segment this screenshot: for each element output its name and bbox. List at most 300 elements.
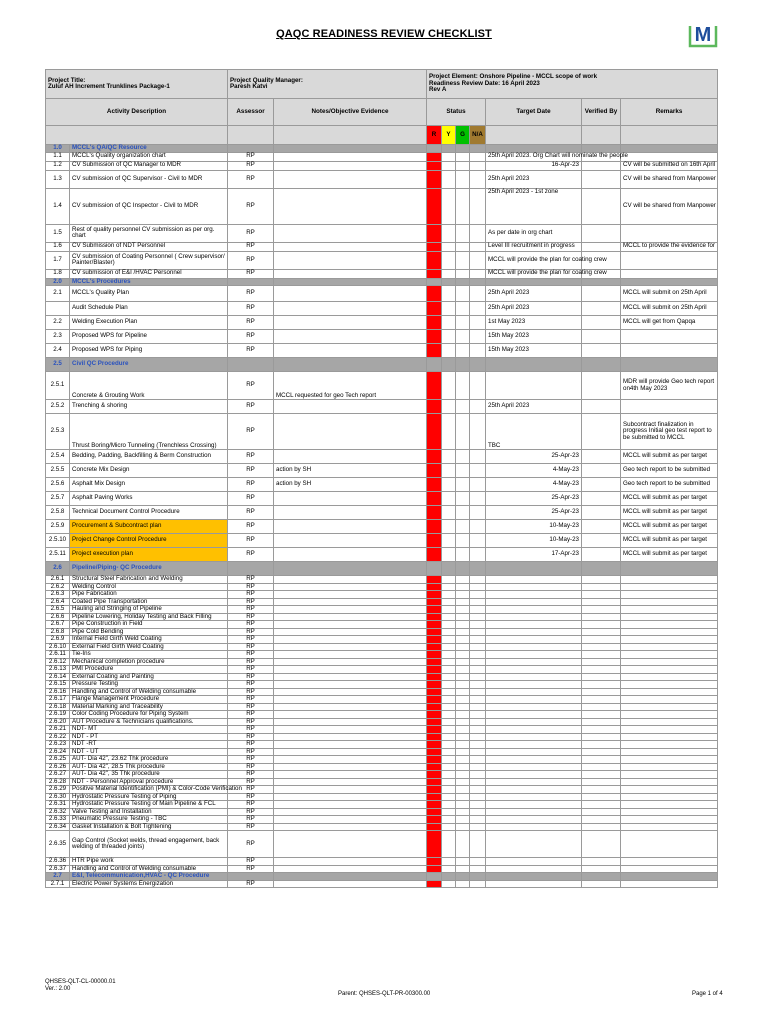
objective-evidence [274,152,427,161]
assessor: RP [228,492,274,506]
item-number: 2.6.1 [46,576,70,584]
mccl-logo-icon [688,22,718,48]
status-green-cell [456,316,470,330]
checklist-row [46,372,718,400]
section-status-cell [427,873,442,881]
objective-evidence [274,161,427,170]
objective-evidence [274,793,427,801]
status-red-cell [427,778,442,786]
item-number: 2.7.1 [46,880,70,888]
verified-by [582,643,621,651]
assessor: RP [228,464,274,478]
status-na-cell [470,400,486,414]
checklist-row [46,711,718,719]
target-date [486,823,582,831]
objective-evidence [274,628,427,636]
activity-description: Asphalt Paving Works [70,492,228,506]
activity-description: Pneumatic Pressure Testing - TBC [70,816,228,824]
remarks: MCCL will submit as per target [621,506,718,520]
activity-description: Mechanical completion procedure [70,658,228,666]
section-title: MCCL's Procedures [70,278,228,286]
item-number: 2.6.13 [46,666,70,674]
objective-evidence [274,658,427,666]
section-assessor-cell [228,873,274,881]
status-na-cell [470,696,486,704]
assessor: RP [228,880,274,888]
status-green-cell [456,831,470,858]
checklist-row [46,170,718,188]
objective-evidence [274,718,427,726]
remarks [621,786,718,794]
target-date [486,748,582,756]
status-green-cell [456,621,470,629]
objective-evidence [274,741,427,749]
remarks [621,591,718,599]
item-number: 1.4 [46,188,70,224]
verified-by [582,506,621,520]
target-date [486,621,582,629]
item-number: 2.6.21 [46,726,70,734]
status-green-cell [456,666,470,674]
checklist-row [46,816,718,824]
item-number: 2.6.30 [46,793,70,801]
status-na-cell [470,801,486,809]
verified-by [582,534,621,548]
status-yellow-cell [442,598,456,606]
status-green-cell [456,673,470,681]
activity-description: HTR Pipe work [70,858,228,866]
checklist-row [46,506,718,520]
section-status-cell [442,562,456,576]
status-yellow-cell [442,771,456,779]
assessor: RP [228,808,274,816]
status-yellow-cell [442,793,456,801]
activity-description: AUT- Dia 42", 28.5 Thk procedure [70,763,228,771]
activity-description: Bedding, Padding, Backfilling & Berm Construction [70,450,228,464]
item-number: 1.6 [46,242,70,251]
activity-description: External Coating and Painting [70,673,228,681]
status-red-cell [427,286,442,302]
remarks: MCCL will submit as per target [621,534,718,548]
section-target-cell [486,278,582,286]
status-red-cell [427,711,442,719]
status-yellow-cell [442,242,456,251]
status-yellow-cell [442,224,456,242]
status-na-cell [470,242,486,251]
checklist-row [46,801,718,809]
status-red-cell [427,831,442,858]
checklist-row [46,591,718,599]
status-red-cell [427,606,442,614]
status-yellow-cell [442,703,456,711]
checklist-row [46,251,718,269]
activity-description: Positive Material Identification (PMI) & Color-Code Verification [70,786,228,794]
status-yellow-cell [442,816,456,824]
activity-description: Pipe Construction in Field [70,621,228,629]
activity-description: Handling and Control of Welding consumable [70,688,228,696]
remarks: MCCL will submit on 25th April [621,302,718,316]
status-yellow-cell [442,613,456,621]
section-assessor-cell [228,145,274,153]
project-info-row [46,70,718,99]
status-green-cell [456,344,470,358]
remarks: MCCL to provide the evidence for [621,242,718,251]
status-green-cell [456,534,470,548]
status-red-cell [427,330,442,344]
assessor: RP [228,756,274,764]
section-remarks-cell [621,358,718,372]
activity-description: Pipeline Lowering, Holiday Testing and Back Filling [70,613,228,621]
section-assessor-cell [228,562,274,576]
item-number: 2.6.10 [46,643,70,651]
activity-description: Pressure Testing [70,681,228,689]
status-na-cell [470,711,486,719]
assessor: RP [228,831,274,858]
assessor: RP [228,628,274,636]
activity-description: PMI Procedure [70,666,228,674]
status-green-cell [456,858,470,866]
section-assessor-cell [228,358,274,372]
checklist-row [46,643,718,651]
checklist-row [46,771,718,779]
target-date: TBC [486,414,582,450]
verified-by [582,188,621,224]
activity-description: Gap Control (Socket welds, thread engagement, back welding of threaded joints) [70,831,228,858]
verified-by [582,591,621,599]
status-na-cell [470,450,486,464]
objective-evidence [274,400,427,414]
status-yellow-cell [442,316,456,330]
section-remarks-cell [621,278,718,286]
section-status-cell [456,278,470,286]
page-number: Page 1 of 4 [692,991,723,997]
verified-by [582,344,621,358]
objective-evidence [274,756,427,764]
verified-by [582,651,621,659]
status-green-cell [456,793,470,801]
status-na-cell [470,816,486,824]
assessor: RP [228,330,274,344]
remarks [621,269,718,278]
section-row [46,562,718,576]
status-red-cell [427,598,442,606]
status-yellow-cell [442,696,456,704]
status-green-cell [456,658,470,666]
target-date [486,763,582,771]
status-green-cell [456,591,470,599]
item-number: 2.6.27 [46,771,70,779]
target-date [486,576,582,584]
project-element-cell [427,70,718,99]
status-na-cell [470,636,486,644]
activity-description: AUT- Dia 42", 35 Thk procedure [70,771,228,779]
checklist-row [46,152,718,161]
activity-description: External Field Girth Weld Coating [70,643,228,651]
activity-description: Hauling and Stringing of Pipeline [70,606,228,614]
checklist-row [46,224,718,242]
section-status-cell [456,358,470,372]
verified-by [582,741,621,749]
status-na-cell [470,880,486,888]
assessor: RP [228,450,274,464]
item-number: 2.6.32 [46,808,70,816]
checklist-row [46,344,718,358]
item-number: 2.6.25 [46,756,70,764]
document-version: Ver.: 2.00 [45,986,71,992]
verified-by [582,666,621,674]
status-red-cell [427,316,442,330]
status-red-cell [427,786,442,794]
assessor: RP [228,733,274,741]
target-date: 10-May-23 [486,534,582,548]
target-date: As per date in org chart [486,224,582,242]
col-remarks: Remarks [621,99,718,126]
objective-evidence [274,681,427,689]
checklist-row [46,741,718,749]
item-number: 2.5.1 [46,372,70,400]
status-na-cell [470,583,486,591]
status-green-cell [456,808,470,816]
checklist-row [46,492,718,506]
checklist-row [46,576,718,584]
target-date: 25th April 2023 - 1st zone [486,188,582,224]
status-na-cell [470,269,486,278]
assessor: RP [228,170,274,188]
section-verified-cell [582,278,621,286]
assessor: RP [228,583,274,591]
project-title-cell [46,70,228,99]
activity-description: Asphalt Mix Design [70,478,228,492]
item-number: 2.6.3 [46,591,70,599]
assessor: RP [228,673,274,681]
status-na-cell [470,748,486,756]
verified-by [582,718,621,726]
remarks [621,224,718,242]
activity-description: Handling and Control of Welding consumable [70,865,228,873]
status-green-cell [456,786,470,794]
objective-evidence [274,598,427,606]
item-number: 2.6.11 [46,651,70,659]
assessor: RP [228,771,274,779]
section-status-cell [427,278,442,286]
target-date: 25th April 2023 [486,302,582,316]
status-yellow-cell [442,673,456,681]
activity-description: Material Marking and Traceability [70,703,228,711]
item-number: 2.6.23 [46,741,70,749]
status-red-cell [427,152,442,161]
status-na-cell [470,858,486,866]
status-na-cell [470,628,486,636]
target-date: MCCL will provide the plan for coating crew [486,251,582,269]
item-number: 2.6.34 [46,823,70,831]
status-na-cell [470,793,486,801]
remarks [621,831,718,858]
status-green-cell [456,520,470,534]
item-number: 2.4 [46,344,70,358]
assessor: RP [228,748,274,756]
status-red-cell [427,302,442,316]
verified-by [582,613,621,621]
status-na-cell [470,548,486,562]
col-assessor: Assessor [228,99,274,126]
target-date: 25-Apr-23 [486,492,582,506]
section-status-cell [427,562,442,576]
section-row [46,278,718,286]
status-na-cell [470,161,486,170]
item-number: 2.6.8 [46,628,70,636]
status-green-cell [456,756,470,764]
status-yellow-cell [442,344,456,358]
section-verified-cell [582,145,621,153]
checklist-row [46,269,718,278]
col-verified-by: Verified By [582,99,621,126]
verified-by [582,492,621,506]
item-number: 2.1 [46,286,70,302]
section-title: Civil QC Procedure [70,358,228,372]
status-na-cell [470,763,486,771]
target-date [486,816,582,824]
verified-by [582,621,621,629]
status-green-cell [456,688,470,696]
remarks: MCCL will get from Qapqa [621,316,718,330]
verified-by [582,673,621,681]
checklist-row [46,520,718,534]
status-na-cell [470,688,486,696]
status-na-cell [470,771,486,779]
objective-evidence [274,771,427,779]
status-red-cell [427,658,442,666]
section-number: 2.0 [46,278,70,286]
status-yellow-cell [442,161,456,170]
target-date [486,372,582,400]
section-status-cell [456,562,470,576]
status-green-cell [456,576,470,584]
status-yellow-cell [442,778,456,786]
status-yellow-cell [442,636,456,644]
col-activity: Activity Description [46,99,228,126]
status-green-cell [456,414,470,450]
verified-by [582,450,621,464]
remarks [621,152,718,161]
status-red-cell [427,576,442,584]
checklist-row [46,161,718,170]
status-na-cell [470,741,486,749]
status-red-cell [427,450,442,464]
item-number: 2.6.22 [46,733,70,741]
status-yellow-cell [442,658,456,666]
verified-by [582,763,621,771]
status-green-cell [456,636,470,644]
status-na-cell [470,316,486,330]
status-na-cell [470,808,486,816]
objective-evidence [274,673,427,681]
activity-description: Color Coding Procedure for Piping System [70,711,228,719]
verified-by [582,576,621,584]
target-date: 1st May 2023 [486,316,582,330]
item-number: 2.6.17 [46,696,70,704]
objective-evidence [274,643,427,651]
target-date [486,726,582,734]
status-green-cell [456,161,470,170]
assessor: RP [228,286,274,302]
remarks [621,771,718,779]
status-na-cell [470,591,486,599]
activity-description: Internal Field Girth Weld Coating [70,636,228,644]
assessor: RP [228,414,274,450]
status-red-cell [427,344,442,358]
assessor: RP [228,778,274,786]
remarks [621,718,718,726]
section-row [46,145,718,153]
checklist-row [46,636,718,644]
quality-manager-label: Project Quality Manager: [230,76,303,84]
remarks [621,816,718,824]
item-number: 2.6.5 [46,606,70,614]
objective-evidence [274,286,427,302]
status-green-cell [456,696,470,704]
section-target-cell [486,145,582,153]
section-notes-cell [274,145,427,153]
remarks [621,778,718,786]
activity-description: Audit Schedule Plan [70,302,228,316]
target-date [486,858,582,866]
section-status-cell [470,278,486,286]
status-green-cell [456,748,470,756]
section-status-cell [442,873,456,881]
checklist-row [46,831,718,858]
status-green-cell [456,478,470,492]
objective-evidence [274,651,427,659]
target-date [486,778,582,786]
section-number: 2.5 [46,358,70,372]
assessor: RP [228,152,274,161]
status-yellow-cell [442,880,456,888]
checklist-row [46,718,718,726]
status-red-cell [427,170,442,188]
activity-description: Hydrostatic Pressure Testing of Piping [70,793,228,801]
item-number: 2.6.37 [46,865,70,873]
section-remarks-cell [621,873,718,881]
remarks: MCCL will submit as per target [621,548,718,562]
status-green-cell [456,823,470,831]
status-yellow-cell [442,726,456,734]
verified-by [582,286,621,302]
target-date: 25th April 2023 [486,400,582,414]
objective-evidence [274,414,427,450]
status-na-cell [470,534,486,548]
section-status-cell [456,873,470,881]
assessor: RP [228,534,274,548]
status-red-cell [427,880,442,888]
target-date [486,681,582,689]
checklist-row [46,330,718,344]
verified-by [582,606,621,614]
status-yellow-cell [442,372,456,400]
status-yellow-legend: Y [442,126,456,145]
status-green-cell [456,613,470,621]
status-na-cell [470,152,486,161]
status-green-cell [456,628,470,636]
item-number: 2.5.6 [46,478,70,492]
section-status-cell [427,145,442,153]
status-red-cell [427,733,442,741]
status-na-cell [470,651,486,659]
objective-evidence: action by SH [274,478,427,492]
status-green-cell [456,330,470,344]
remarks: CV will be submitted on 16th April [621,161,718,170]
objective-evidence [274,636,427,644]
status-green-cell [456,224,470,242]
